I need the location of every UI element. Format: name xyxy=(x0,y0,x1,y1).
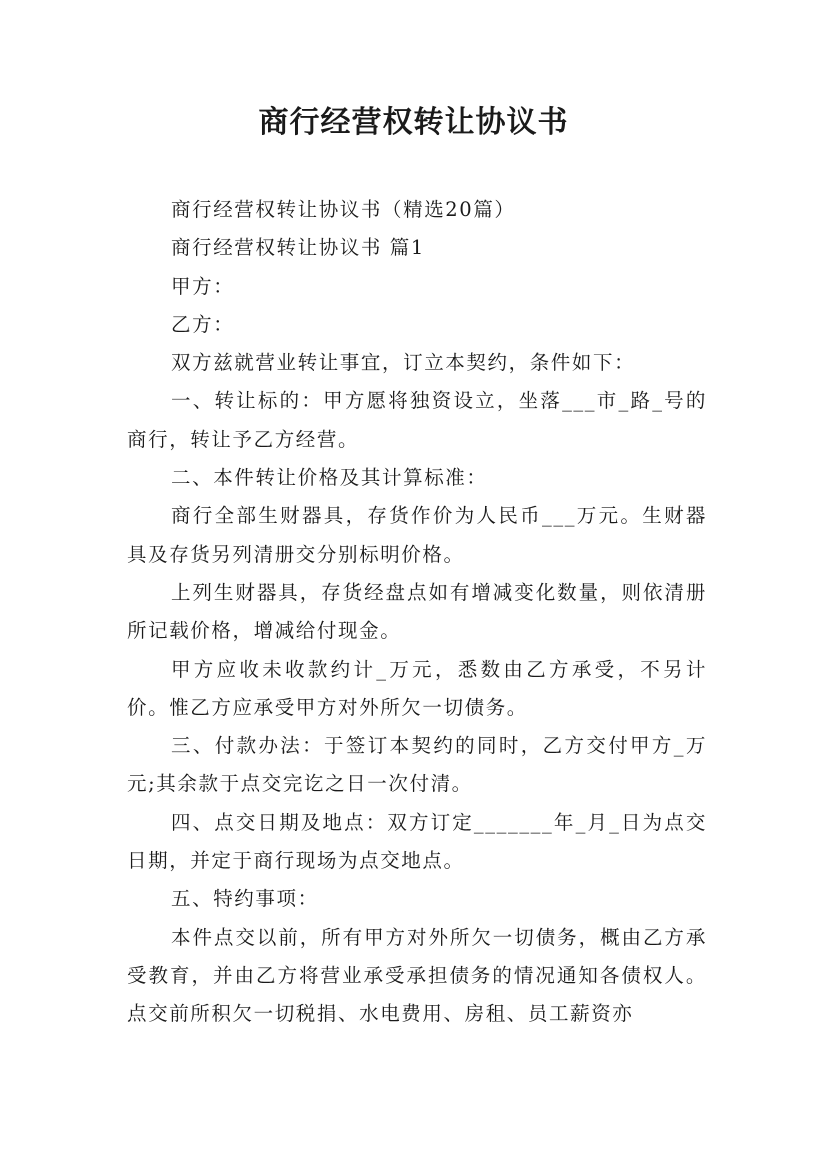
paragraph-clause-5: 五、特约事项： xyxy=(171,887,319,911)
paragraph-party-a: 甲方： xyxy=(171,274,235,298)
paragraph-clause-2: 二、本件转让价格及其计算标准： xyxy=(171,466,488,490)
paragraph-clause-1: 一、转让标的：甲方愿将独资设立，坐落___市_路_号的商行，转让予乙方经营。 xyxy=(127,389,707,451)
paragraph-clause-2-assets: 商行全部生财器具，存货作价为人民币___万元。生财器具及存货另列清册交分别标明价格。 xyxy=(127,504,707,566)
document-body xyxy=(127,191,707,1034)
paragraph-clause-3: 三、付款办法：于签订本契约的同时，乙方交付甲方_万元;其余款于点交完讫之日一次付清。 xyxy=(127,734,707,796)
paragraph-clause-2-receivables: 甲方应收未收款约计_万元，悉数由乙方承受，不另计价。惟乙方应承受甲方对外所欠一切债务。 xyxy=(127,657,707,719)
paragraph-preamble: 双方兹就营业转让事宜，订立本契约，条件如下： xyxy=(171,351,636,375)
document-title: 商行经营权转让协议书 xyxy=(258,105,569,140)
paragraph-section-heading: 商行经营权转让协议书 篇1 xyxy=(171,236,425,260)
paragraph-subtitle: 商行经营权转让协议书（精选20篇） xyxy=(171,198,516,221)
paragraph-party-b: 乙方： xyxy=(171,312,235,336)
paragraph-clause-4: 四、点交日期及地点：双方订定_______年_月_日为点交日期，并定于商行现场为点交地点。 xyxy=(127,810,707,873)
paragraph-clause-2-inventory: 上列生财器具，存货经盘点如有增减变化数量，则依清册所记载价格，增减给付现金。 xyxy=(127,580,707,643)
paragraph-clause-5-debts: 本件点交以前，所有甲方对外所欠一切债务，概由乙方承受教育，并由乙方将营业承受承担债务的情况通知各债权人。点交前所积欠一切税捐、水电费用、房租、员工薪资亦 xyxy=(127,925,707,1026)
